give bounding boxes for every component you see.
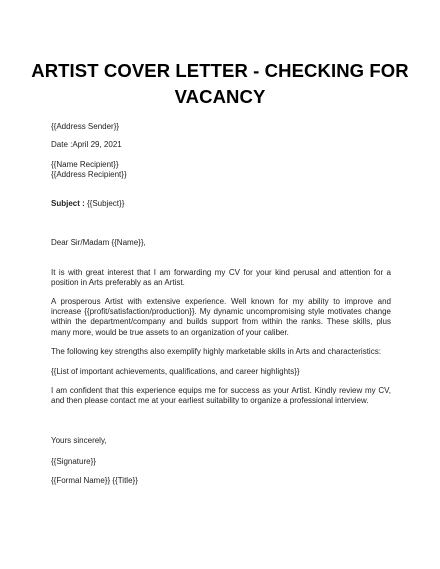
formal-name: {{Formal Name}} {{Title}} (51, 476, 138, 485)
salutation: Dear Sir/Madam {{Name}}, (51, 238, 146, 247)
paragraph-experience: A prosperous Artist with extensive experience. Well known for my ability to improve and increase {{profit/satisfaction/production}}. My dynamic uncompromising style motivates change within the department/company and builds support from within the ranks. These skills, plus many more, would be true assets to an organization of your caliber. (51, 297, 391, 337)
paragraph-intro: It is with great interest that I am forwarding my CV for your kind perusal and attention for a position in Arts preferably as an Artist. (51, 268, 391, 288)
signature: {{Signature}} (51, 457, 96, 466)
paragraph-strengths: The following key strengths also exemplify highly marketable skills in Arts and characteristics: (51, 347, 381, 356)
address-recipient: {{Address Recipient}} (51, 170, 127, 179)
closing: Yours sincerely, (51, 436, 107, 445)
document-title: ARTIST COVER LETTER - CHECKING FOR VACANCY (31, 60, 409, 107)
paragraph-confidence: I am confident that this experience equips me for success as your Artist. Kindly review my CV, and then please contact me at your earliest suitability to organize a professional interview. (51, 386, 391, 406)
letter-date: Date :April 29, 2021 (51, 140, 122, 149)
subject-line (51, 199, 124, 209)
subject-value: {{Subject}} (84, 199, 125, 208)
paragraph-achievements: {{List of important achievements, qualifications, and career highlights}} (51, 367, 300, 376)
subject-label: Subject : (51, 199, 85, 208)
address-sender: {{Address Sender}} (51, 122, 120, 131)
name-recipient: {{Name Recipient}} (51, 160, 119, 169)
